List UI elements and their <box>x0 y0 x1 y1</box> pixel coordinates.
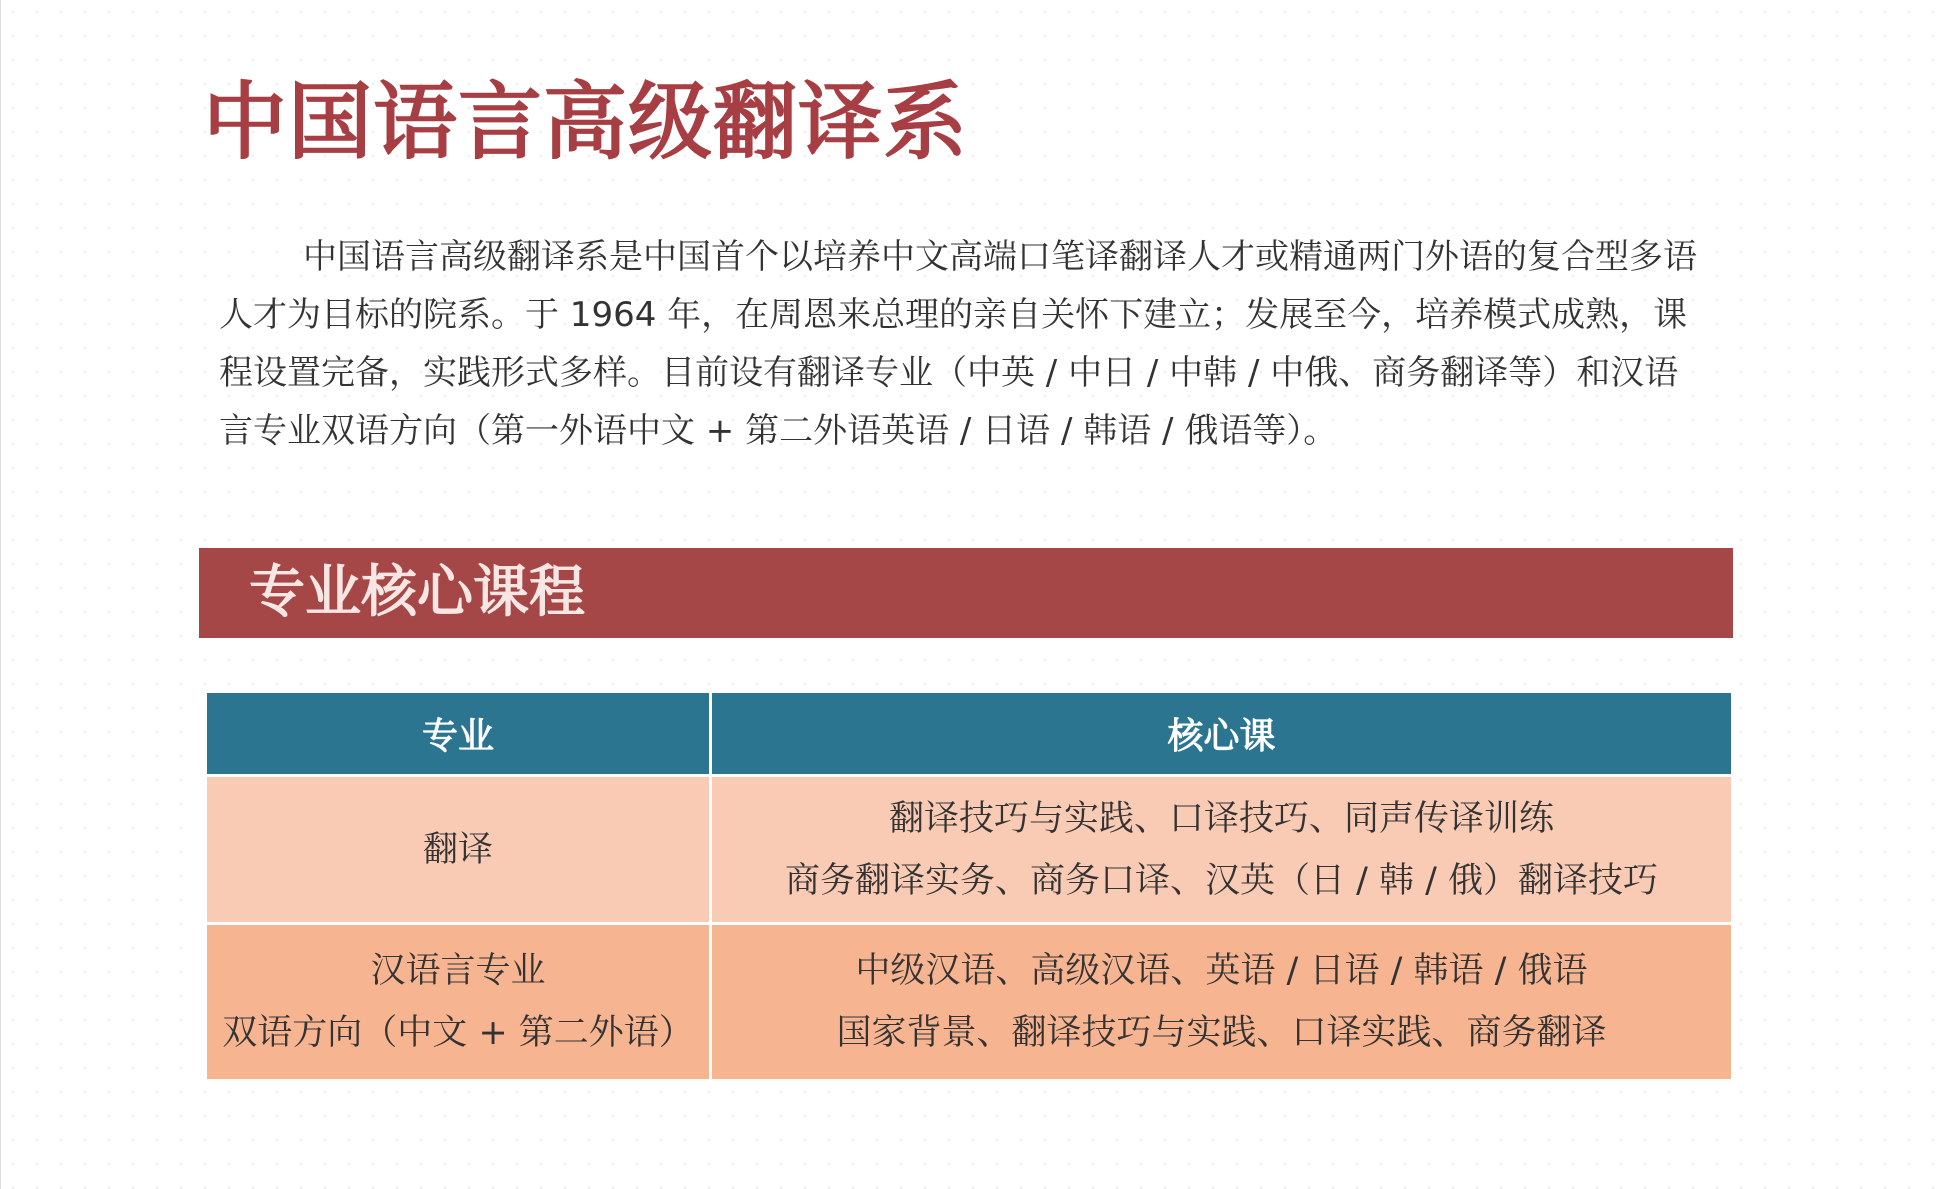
table-header-row <box>206 692 1733 776</box>
courses-cell <box>711 924 1733 1081</box>
section-banner <box>199 548 1733 638</box>
intro-paragraph: 中国语言高级翻译系是中国首个以培养中文高端口笔译翻译人才或精通两门外语的复合型多语人才为目标的院系。于 1964 年，在周恩来总理的亲自关怀下建立；发展至今，培养模式成熟，课程设置完备，实践形式多样。目前设有翻译专业（中英 / 中日 / 中韩 / 中俄、商务翻译等）和汉语言专业双语方向（第一外语中文 + 第二外语英语 / 日语 / 韩语 / 俄语等）。 <box>219 237 1697 451</box>
page-title: 中国语言高级翻译系 <box>203 73 969 171</box>
header-core-courses: 核心课 <box>711 692 1733 776</box>
course-line: 国家背景、翻译技巧与实践、口译实践、商务翻译 <box>836 1013 1607 1053</box>
course-line: 中级汉语、高级汉语、英语 / 日语 / 韩语 / 俄语 <box>855 951 1588 991</box>
core-course-table <box>204 690 1734 1082</box>
courses-cell <box>711 776 1733 924</box>
major-name: 汉语言专业 <box>370 951 546 991</box>
major-cell <box>206 776 711 924</box>
course-line: 商务翻译实务、商务口译、汉英（日 / 韩 / 俄）翻译技巧 <box>784 860 1659 901</box>
table-row <box>206 924 1733 1081</box>
course-line: 翻译技巧与实践、口译技巧、同声传译训练 <box>888 798 1554 839</box>
table-row <box>206 776 1733 924</box>
major-name: 翻译 <box>422 829 493 870</box>
major-direction: 双语方向（中文 + 第二外语） <box>222 1013 694 1053</box>
section-title: 专业核心课程 <box>249 560 585 625</box>
header-major: 专业 <box>206 692 711 776</box>
major-cell <box>206 924 711 1081</box>
